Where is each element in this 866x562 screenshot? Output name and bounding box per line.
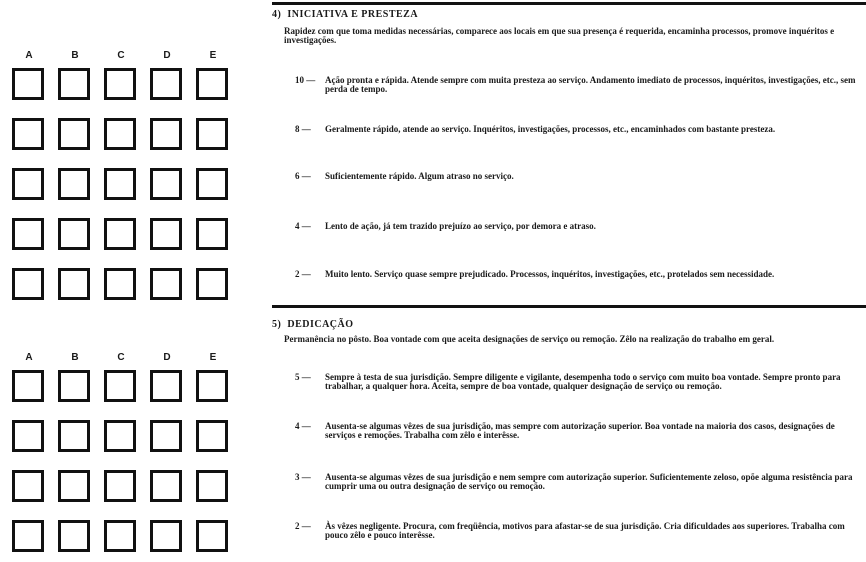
item-score: 2 — [295, 521, 311, 531]
rating-checkbox-b[interactable] [58, 118, 90, 150]
column-header-d: D [163, 352, 171, 363]
rating-checkbox-b[interactable] [58, 370, 90, 402]
list-item [295, 422, 865, 440]
rating-checkbox-d[interactable] [150, 420, 182, 452]
rating-checkbox-e[interactable] [196, 68, 228, 100]
list-item [295, 222, 865, 231]
rating-checkbox-a[interactable] [12, 370, 44, 402]
rating-checkbox-a[interactable] [12, 470, 44, 502]
rating-checkbox-a[interactable] [12, 68, 44, 100]
rating-checkbox-a[interactable] [12, 420, 44, 452]
rating-checkbox-e[interactable] [196, 118, 228, 150]
rating-checkbox-a[interactable] [12, 218, 44, 250]
rating-checkbox-b[interactable] [58, 68, 90, 100]
rating-checkbox-c[interactable] [104, 420, 136, 452]
grid-column-headers [10, 352, 242, 370]
section-title-text: DEDICAÇÃO [287, 319, 354, 330]
rating-checkbox-d[interactable] [150, 370, 182, 402]
list-item [295, 522, 865, 540]
item-score: 6 — [295, 171, 311, 181]
item-text: Sempre à testa de sua jurisdição. Sempre diligente e vigilante, desempenha todo o serviço com muito boa vontade. Sempre pronto para trabalhar, a qualquer hora. Aceita, sempre de boa vontade, qualquer designação de serviço ou remoção. [325, 372, 841, 391]
rating-checkbox-c[interactable] [104, 68, 136, 100]
rating-checkbox-a[interactable] [12, 268, 44, 300]
section-divider [272, 2, 866, 5]
rating-checkbox-c[interactable] [104, 168, 136, 200]
item-text: Suficientemente rápido. Algum atraso no serviço. [325, 171, 514, 181]
list-item [295, 172, 865, 181]
rating-checkbox-b[interactable] [58, 470, 90, 502]
rating-checkbox-e[interactable] [196, 420, 228, 452]
rating-checkbox-a[interactable] [12, 520, 44, 552]
rating-checkbox-e[interactable] [196, 168, 228, 200]
list-item [295, 125, 865, 134]
item-score: 3 — [295, 472, 311, 482]
rating-grid-bottom [10, 352, 242, 370]
grid-column-headers [10, 50, 242, 68]
rating-checkbox-c[interactable] [104, 520, 136, 552]
rating-checkbox-b[interactable] [58, 218, 90, 250]
item-text: Lento de ação, já tem trazido prejuízo ao serviço, por demora e atraso. [325, 221, 596, 231]
item-score: 4 — [295, 421, 311, 431]
item-text: Ação pronta e rápida. Atende sempre com muita presteza ao serviço. Andamento imediato de processos, inquéritos, investigações, etc., sem perda de tempo. [325, 75, 856, 94]
item-score: 8 — [295, 124, 311, 134]
item-text: Geralmente rápido, atende ao serviço. Inquéritos, investigações, processos, etc., encaminhados com bastante presteza. [325, 124, 776, 134]
item-score: 5 — [295, 372, 311, 382]
rating-checkbox-c[interactable] [104, 118, 136, 150]
column-header-d: D [163, 50, 171, 61]
item-text: Ausenta-se algumas vêzes de sua jurisdição, mas sempre com autorização superior. Boa vontade na maioria dos casos, designações de serviços e remoções. Trabalha com zêlo e interêsse. [325, 421, 835, 440]
rating-checkbox-c[interactable] [104, 470, 136, 502]
rating-checkbox-b[interactable] [58, 168, 90, 200]
item-text: Muito lento. Serviço quase sempre prejudicado. Processos, inquéritos, investigações, etc., protelados sem necessidade. [325, 269, 775, 279]
column-header-e: E [209, 50, 217, 61]
rating-checkbox-c[interactable] [104, 370, 136, 402]
section-intro: Permanência no pôsto. Boa vontade com que aceita designações de serviço ou remoção. Zêlo na realização do trabalho em geral. [284, 334, 775, 344]
rating-checkbox-e[interactable] [196, 218, 228, 250]
item-text: Ausenta-se algumas vêzes de sua jurisdição e nem sempre com autorização superior. Suficientemente zeloso, opõe alguma resistência para cumprir uma ou outra designação de serviço ou remoção. [325, 472, 853, 491]
item-score: 2 — [295, 269, 311, 279]
rating-checkbox-a[interactable] [12, 168, 44, 200]
rating-checkbox-b[interactable] [58, 420, 90, 452]
section-divider [272, 305, 866, 308]
rating-checkbox-d[interactable] [150, 520, 182, 552]
section-title-text: INICIATIVA E PRESTEZA [287, 9, 419, 20]
rating-checkbox-c[interactable] [104, 268, 136, 300]
rating-checkbox-e[interactable] [196, 520, 228, 552]
item-score: 4 — [295, 221, 311, 231]
rating-checkbox-e[interactable] [196, 470, 228, 502]
rating-checkbox-b[interactable] [58, 520, 90, 552]
rating-checkbox-d[interactable] [150, 268, 182, 300]
column-header-e: E [209, 352, 217, 363]
rating-checkbox-d[interactable] [150, 470, 182, 502]
section-intro: Rapidez com que toma medidas necessárias, comparece aos locais em que sua presença é requerida, encaminha processos, promove inquéritos e investigações. [284, 26, 835, 45]
rating-checkbox-d[interactable] [150, 168, 182, 200]
column-header-a: A [25, 50, 33, 61]
rating-checkbox-d[interactable] [150, 118, 182, 150]
rating-checkbox-a[interactable] [12, 118, 44, 150]
list-item [295, 373, 865, 391]
section-number: 5) [272, 319, 282, 330]
rating-checkbox-e[interactable] [196, 268, 228, 300]
list-item [295, 473, 865, 491]
rating-checkbox-b[interactable] [58, 268, 90, 300]
rating-grid-top [10, 50, 242, 68]
rating-checkbox-e[interactable] [196, 370, 228, 402]
section-title-dedicacao [272, 319, 354, 330]
item-score: 10 — [295, 75, 316, 85]
column-header-b: B [71, 352, 79, 363]
column-header-c: C [117, 352, 125, 363]
list-item [295, 270, 865, 279]
column-header-b: B [71, 50, 79, 61]
rating-checkbox-d[interactable] [150, 68, 182, 100]
column-header-a: A [25, 352, 33, 363]
section-title-iniciativa [272, 9, 418, 20]
column-header-c: C [117, 50, 125, 61]
rating-checkbox-c[interactable] [104, 218, 136, 250]
section-number: 4) [272, 9, 282, 20]
rating-checkbox-d[interactable] [150, 218, 182, 250]
list-item [295, 76, 865, 94]
item-text: Às vêzes negligente. Procura, com freqüência, motivos para afastar-se de sua jurisdição. Cria dificuldades aos superiores. Trabalha com pouco zêlo e pouco interêsse. [325, 521, 845, 540]
